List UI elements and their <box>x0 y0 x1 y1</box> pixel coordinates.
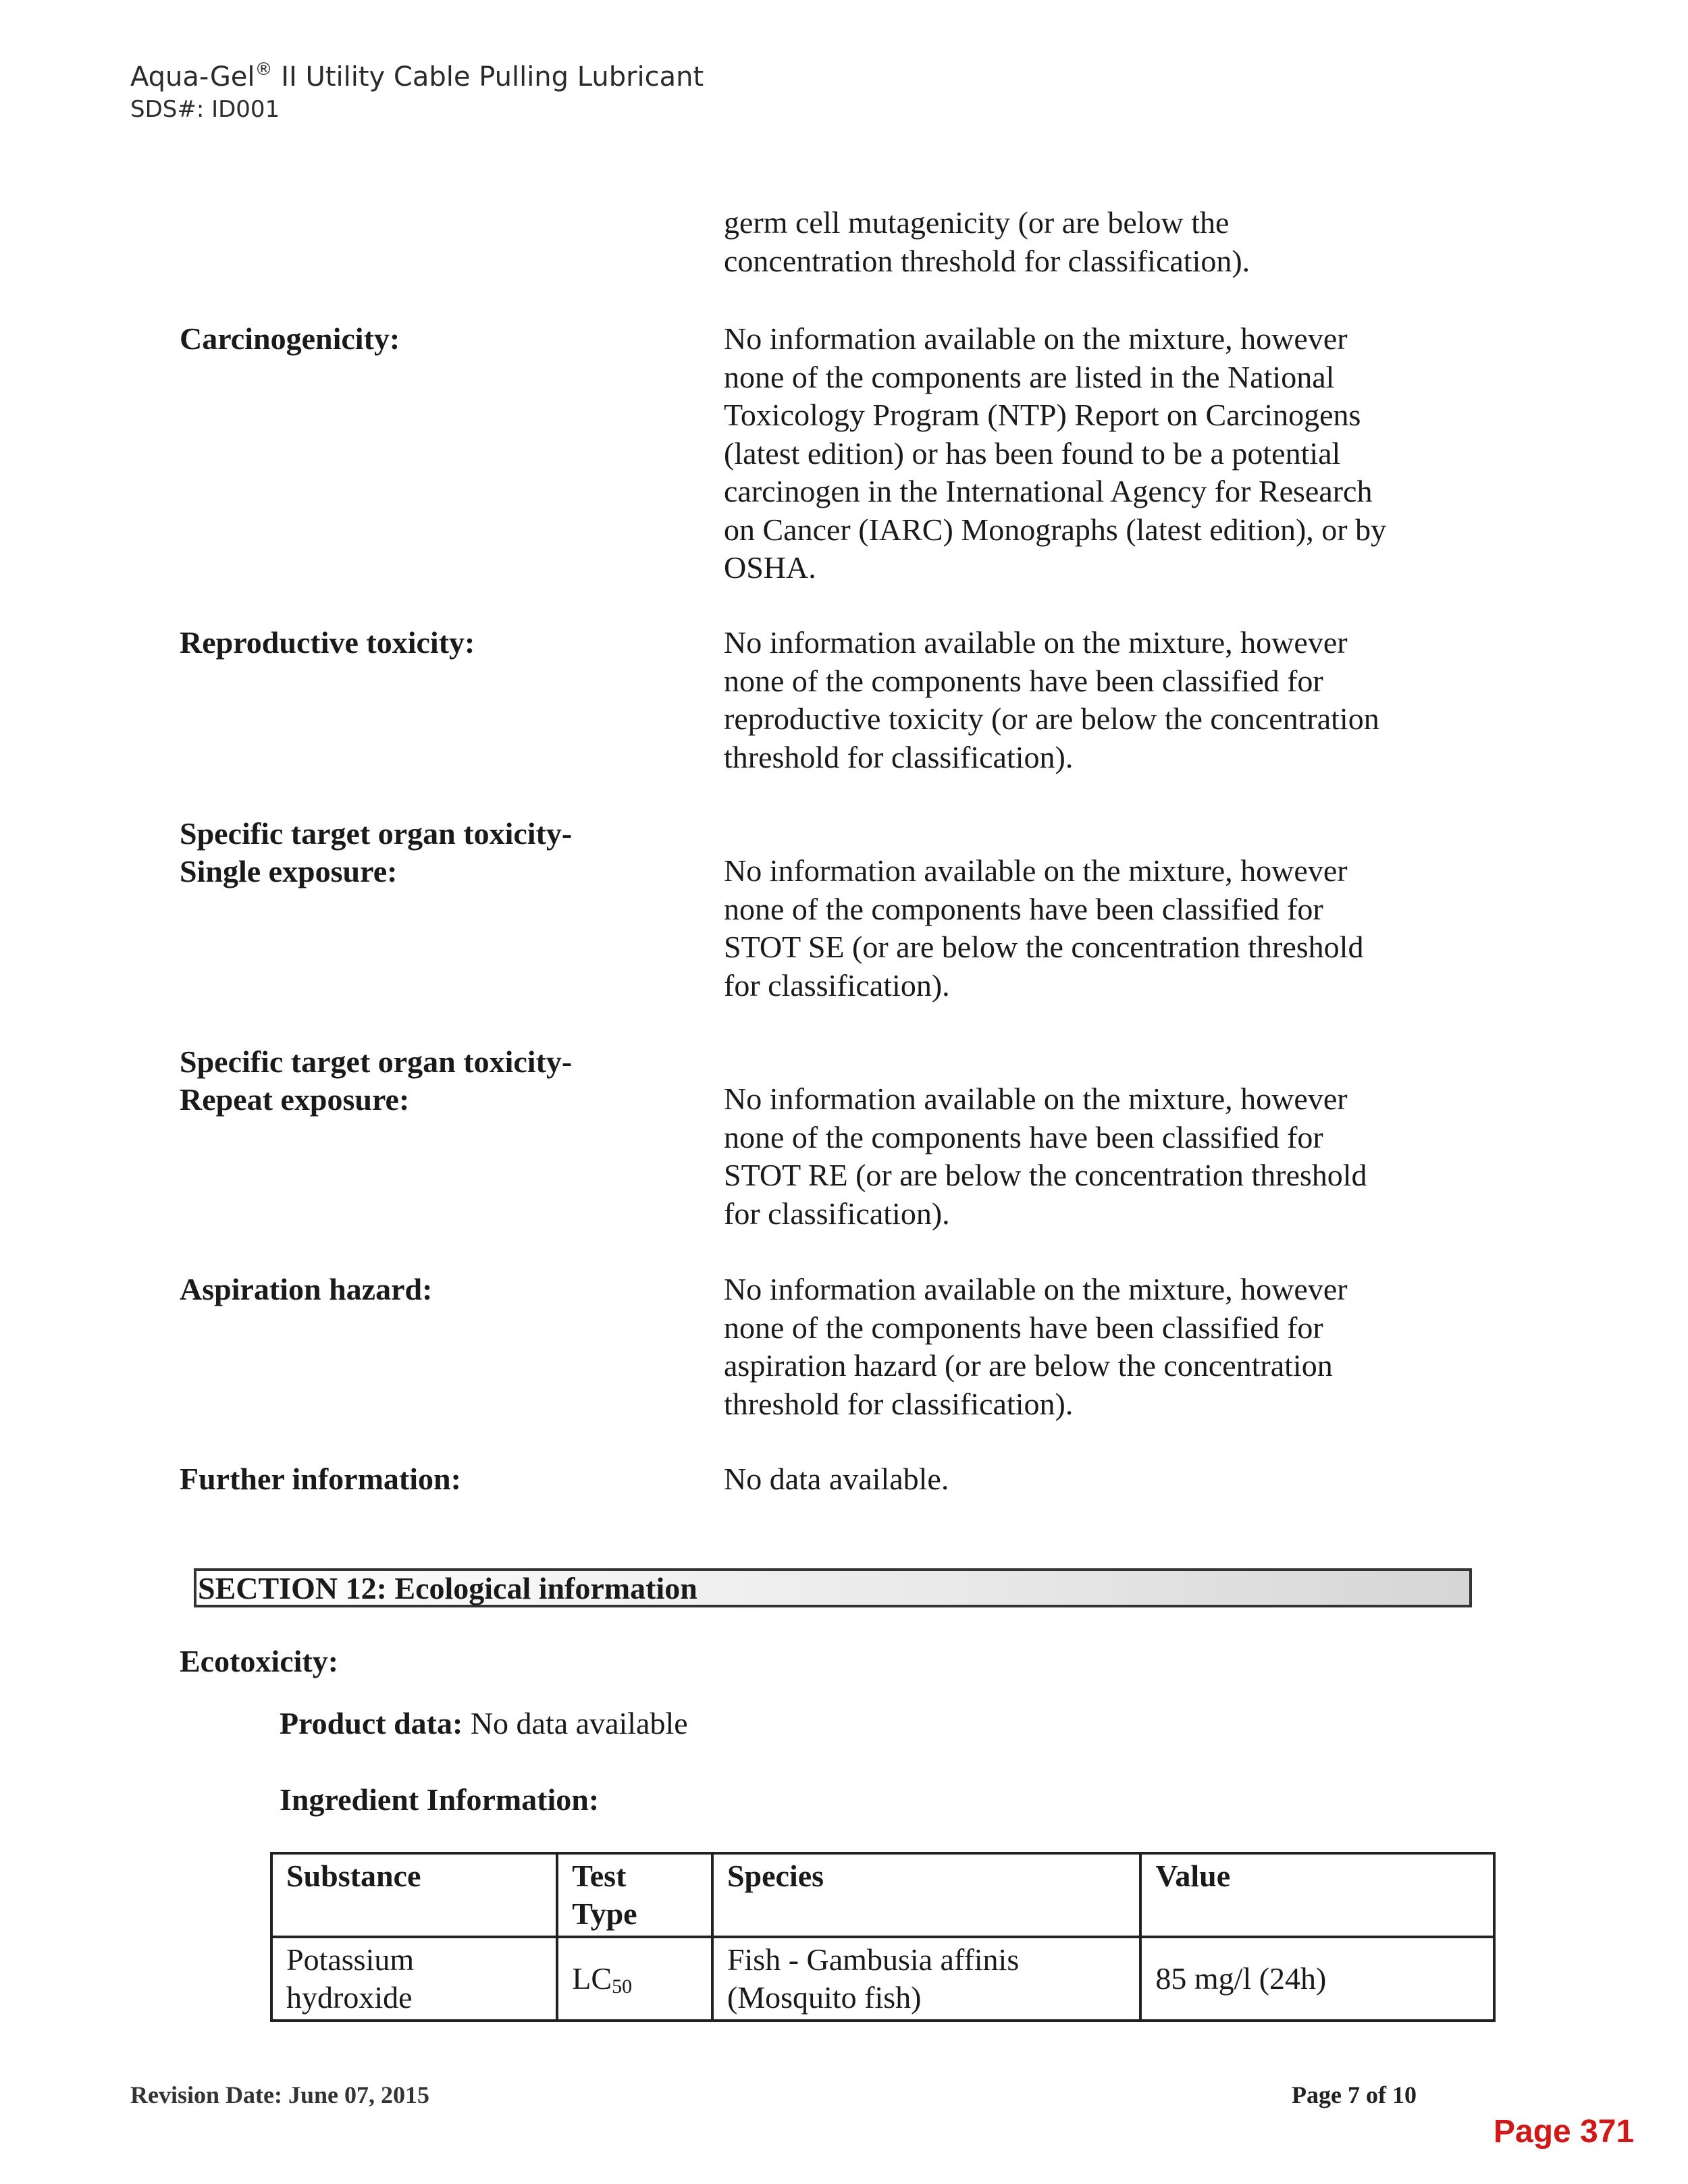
stot-se-label: Specific target organ toxicity- Single exposure: <box>180 816 573 888</box>
carcinogenicity-text: No information available on the mixture, however none of the components are listed in the National Toxicology Program (NTP) Report on Carcinogens (latest edition) or has been found to be a potential carcinogen in the International Agency for Research on Cancer (IARC) Monographs (latest edition), or by OSHA. <box>724 321 1387 585</box>
stot-se-text: No information available on the mixture, however none of the components have been classified for STOT SE (or are below the concentration threshold for classification). <box>724 853 1364 1003</box>
product-title <box>130 59 704 95</box>
product-name: Aqua-Gel <box>130 61 255 92</box>
aspiration-label: Aspiration hazard: <box>180 1272 433 1306</box>
reproductive-text: No information available on the mixture, however none of the components have been classified for reproductive toxicity (or are below the concentration threshold for classification). <box>724 625 1379 774</box>
header-test-type: Test Type <box>557 1853 712 1937</box>
cell-test-type: $LC_{50}$ <box>557 1937 712 2021</box>
header-species: Species <box>712 1853 1140 1937</box>
product-data-value: No data available <box>463 1706 688 1740</box>
product-name-rest: II Utility Cable Pulling Lubricant <box>272 61 704 92</box>
cell-species: Fish - Gambusia affinis (Mosquito fish) <box>712 1937 1140 2021</box>
section-12-title: SECTION 12: Ecological information <box>198 1571 697 1605</box>
section-12-header <box>194 1568 1472 1607</box>
germ-cell-text: germ cell mutagenicity (or are below the concentration threshold for classification). <box>724 205 1250 278</box>
sds-number: SDS#: ID001 <box>130 96 280 123</box>
ingredient-info-label: Ingredient Information: <box>280 1782 600 1817</box>
stot-re-label: Specific target organ toxicity- Repeat exposure: <box>180 1044 573 1117</box>
further-info-label: Further information: <box>180 1462 461 1496</box>
stot-re-text: No information available on the mixture, however none of the components have been classified for STOT RE (or are below the concentration threshold for classification). <box>724 1082 1367 1231</box>
cell-value: 85 mg/l (24h) <box>1140 1937 1494 2021</box>
revision-date: Revision Date: June 07, 2015 <box>130 2081 429 2108</box>
aspiration-text: No information available on the mixture, however none of the components have been classified for aspiration hazard (or are below the concentration threshold for classification). <box>724 1272 1348 1421</box>
product-data-label: Product data: <box>280 1706 463 1740</box>
document-header <box>130 59 704 124</box>
reproductive-label: Reproductive toxicity: <box>180 625 475 660</box>
table-header-row <box>271 1853 1494 1937</box>
carcinogenicity-label: Carcinogenicity: <box>180 321 400 356</box>
registered-mark: ® <box>255 59 273 80</box>
page-stamp: Page 371 <box>1494 2114 1635 2150</box>
page-number: Page 7 of 10 <box>1292 2081 1417 2108</box>
table-row <box>271 1937 1494 2021</box>
header-value: Value <box>1140 1853 1494 1937</box>
cell-substance: Potassium hydroxide <box>271 1937 557 2021</box>
further-info-text: No data available. <box>724 1462 949 1496</box>
header-substance: Substance <box>271 1853 557 1937</box>
product-data-line <box>280 1705 688 1743</box>
ecotoxicity-label: Ecotoxicity: <box>180 1644 339 1678</box>
ingredient-table <box>270 1852 1496 2022</box>
